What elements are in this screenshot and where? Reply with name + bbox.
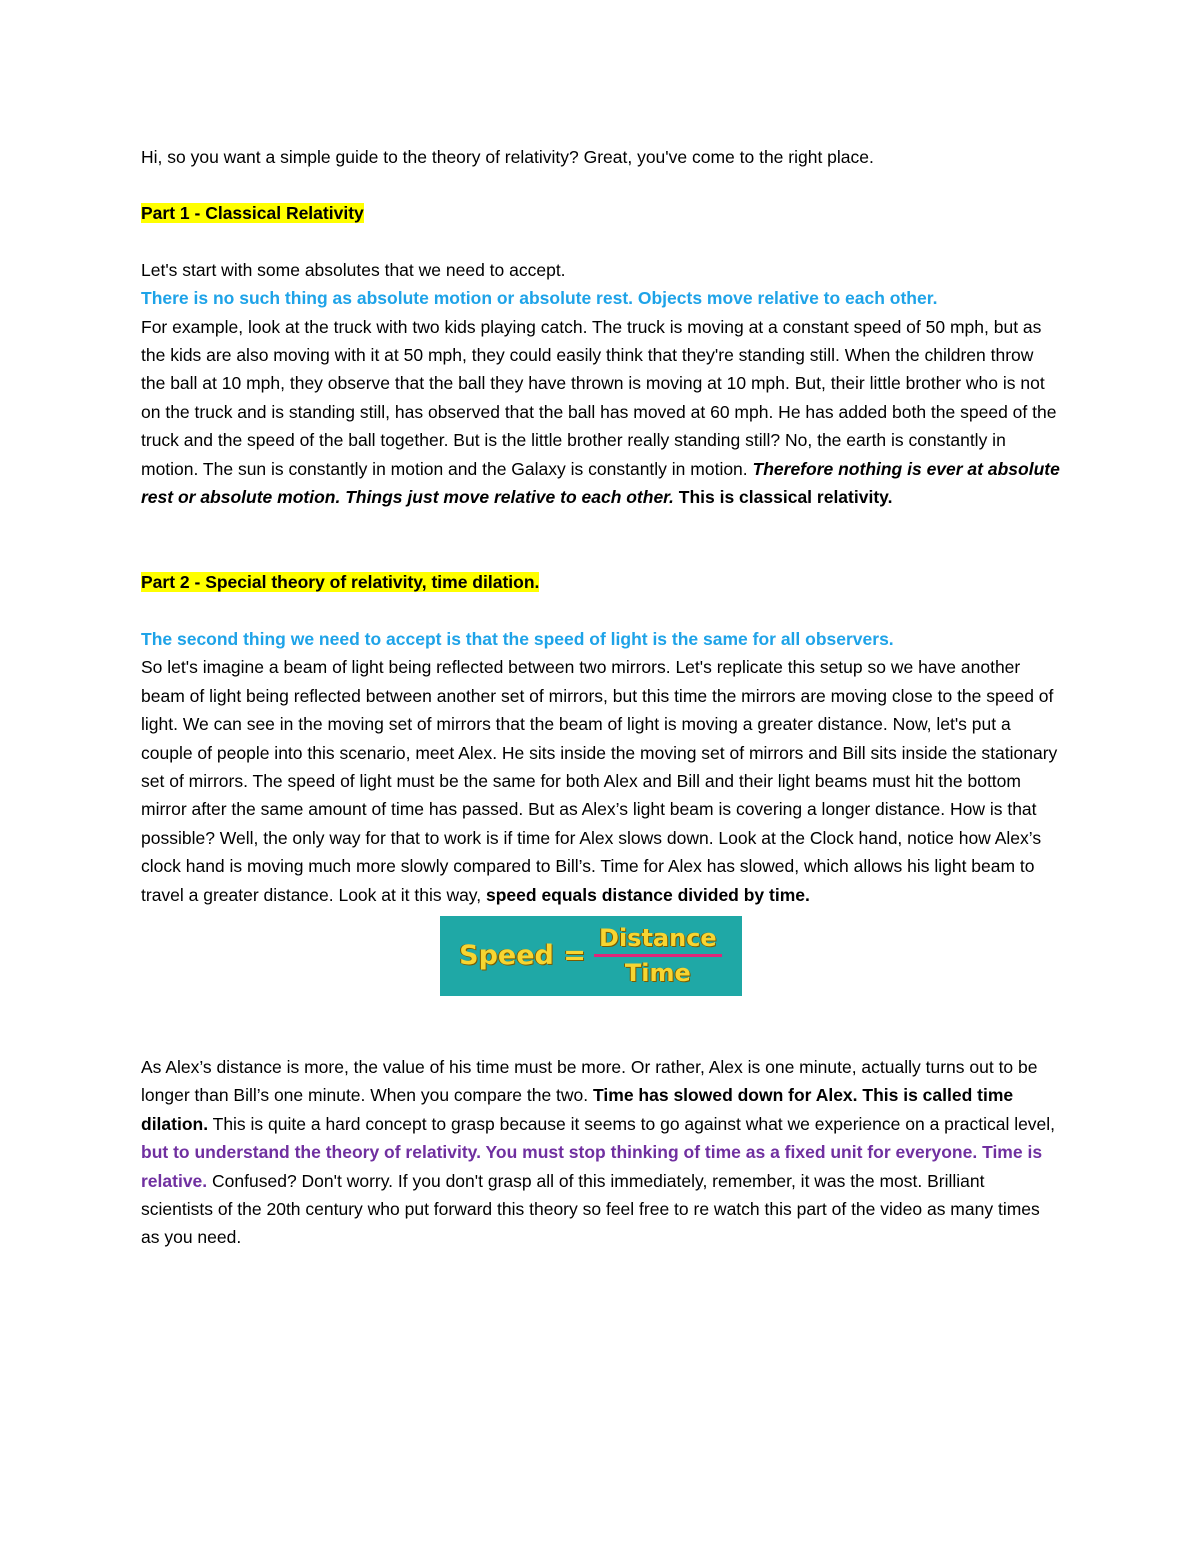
part2-bold-conclusion: speed equals distance divided by time. — [486, 884, 810, 905]
part3-text1: As Alex’s distance is more, the value of his time must be more. Or rather, Alex is one minute, actually turns out to be longer than Bill’s one minute. When you compare the two. — [141, 1056, 1038, 1106]
part2-heading-line — [141, 568, 1060, 596]
speed-formula-image — [440, 916, 742, 996]
part3-purple: but to understand the theory of relativity. You must stop thinking of time as a fixed unit for everyone. Time is relative. — [141, 1142, 1043, 1191]
part1-body: For example, look at the truck with two kids playing catch. The truck is moving at a constant speed of 50 mph, but as the kids are also moving with it at 50 mph, they could easily think that they're standing still. When the children throw the ball at 10 mph, they observe that the ball they have thrown is moving at 10 mph. But, their little brother who is not on the truck and is standing still, has observed that the ball has moved at 60 mph. He has added both the speed of the truck and the speed of the ball together. But is the little brother really standing still? No, the earth is constantly in motion. The sun is constantly in motion and the Galaxy is constantly in motion. — [141, 316, 1057, 479]
part1-heading-line — [141, 199, 1060, 227]
part1-bold-conclusion: This is classical relativity. — [678, 487, 893, 508]
spacer — [141, 228, 1060, 256]
formula-lhs: Speed = — [459, 939, 586, 971]
fraction-bar — [594, 954, 722, 957]
part2-body-paragraph — [141, 653, 1060, 909]
part3-paragraph — [141, 1053, 1060, 1252]
part3-bold: Time has slowed down for Alex. This is called time dilation. — [141, 1085, 1014, 1134]
spacer — [141, 171, 1060, 199]
part1-body-paragraph — [141, 313, 1060, 512]
part2-heading: Part 2 - Special theory of relativity, time dilation. — [141, 572, 540, 593]
spacer — [141, 597, 1060, 625]
part1-italic-conclusion: Therefore nothing is ever at absolute rest or absolute motion. Things just move relative to each other. — [141, 458, 1060, 508]
part2-body: So let's imagine a beam of light being reflected between two mirrors. Let's replicate this setup so we have another beam of light being reflected between another set of mirrors, but this time the mirrors are moving close to the speed of light. We can see in the moving set of mirrors that the beam of light is moving a greater distance. Now, let's put a couple of people into this scenario, meet Alex. He sits inside the moving set of mirrors and Bill sits inside the stationary set of mirrors. The speed of light must be the same for both Alex and Bill and their light beams must hit the bottom mirror after the same amount of time has passed. But as Alex’s light beam is covering a longer distance. How is that possible? Well, the only way for that to work is if time for Alex slows down. Look at the Clock hand, notice how Alex’s clock hand is moving much more slowly compared to Bill’s. Time for Alex has slowed, which allows his light beam to travel a greater distance. Look at it this way, — [141, 657, 1058, 905]
formula-denominator: Time — [624, 959, 691, 988]
formula-fraction — [594, 923, 722, 988]
intro-paragraph: Hi, so you want a simple guide to the theory of relativity? Great, you've come to the right place. — [141, 147, 874, 167]
part1-line1: Let's start with some absolutes that we need to accept. — [141, 259, 566, 280]
spacer — [141, 996, 1060, 1053]
part3-text3: Confused? Don't worry. If you don't grasp all of this immediately, remember, it was the most. Brilliant scientists of the 20th century who put forward this theory so feel free to re watch this part of the video as many times as you need. — [141, 1170, 1040, 1248]
formula-image-wrapper — [121, 916, 1060, 996]
spacer — [141, 511, 1060, 568]
part3-text2: This is quite a hard concept to grasp because it seems to go against what we experience on a practical level, — [212, 1113, 1056, 1134]
part1-key-statement: There is no such thing as absolute motion or absolute rest. Objects move relative to each other. — [141, 288, 938, 309]
part1-heading: Part 1 - Classical Relativity — [141, 203, 364, 224]
formula-numerator: Distance — [599, 924, 717, 953]
part2-key-statement: The second thing we need to accept is that the speed of light is the same for all observers. — [141, 628, 894, 649]
